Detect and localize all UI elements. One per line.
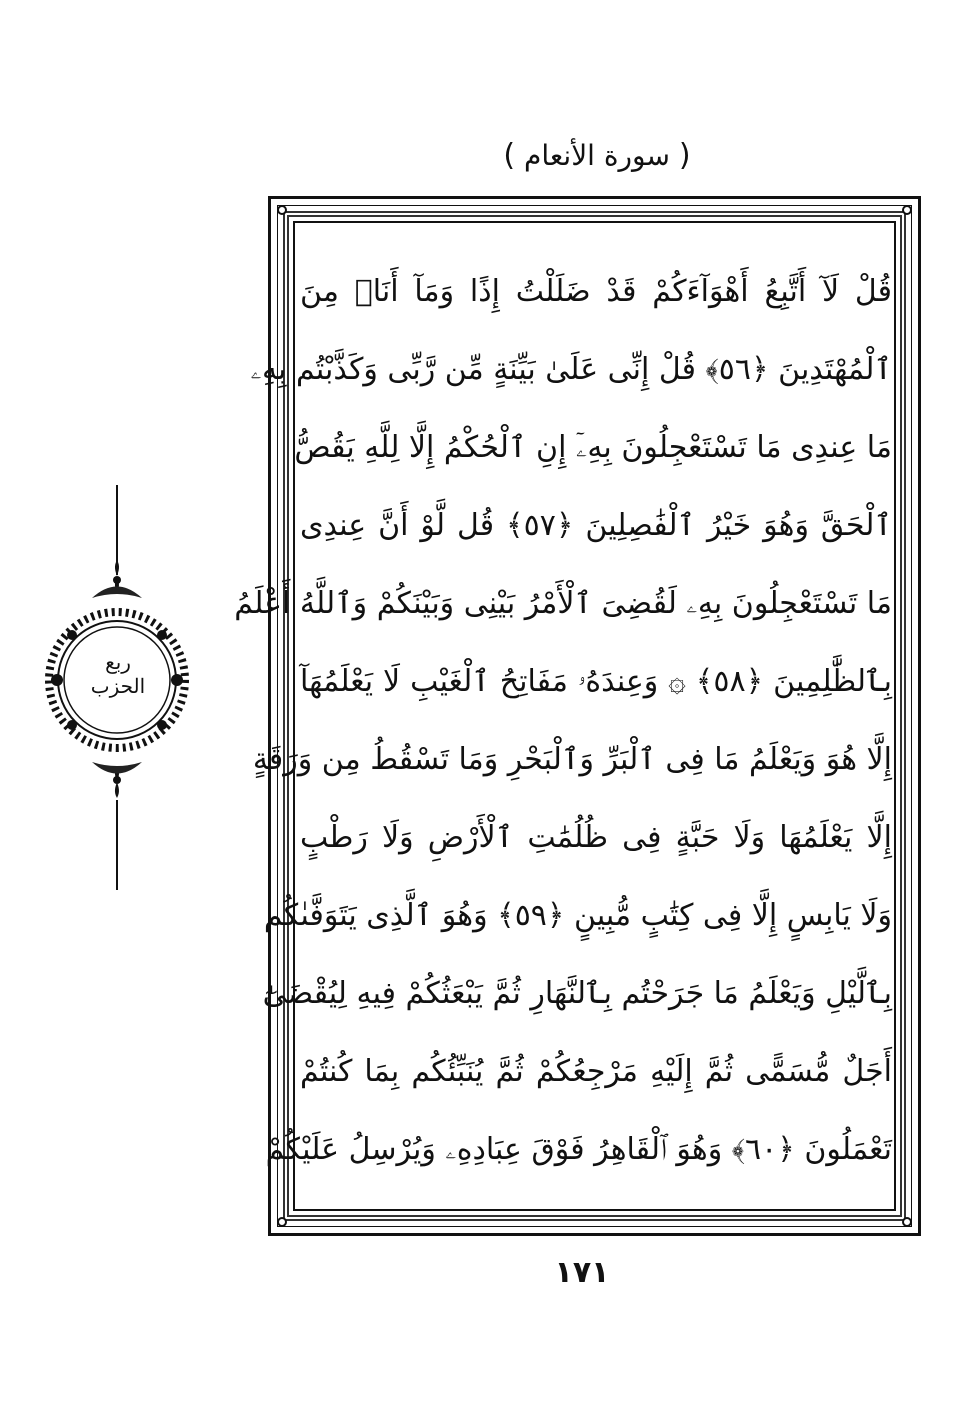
hizb-label-line: ربع: [105, 650, 131, 674]
verse-line: مَا عِندِى مَا تَسْتَعْجِلُونَ بِهِۦٓ إِنِ ٱلْحُكْمُ إِلَّا لِلَّهِ يَقُصُّ: [294, 430, 892, 465]
hizb-label: [68, 650, 168, 698]
verse-line: تَعْمَلُونَ ﴿٦٠﴾ وَهُوَ ٱلْقَاهِرُ فَوْقَ عِبَادِهِۦ وَيُرْسِلُ عَلَيْكُمْ: [265, 1132, 892, 1167]
verse-line: إِلَّا يَعْلَمُهَا وَلَا حَبَّةٍ فِى ظُلُمَٰتِ ٱلْأَرْضِ وَلَا رَطْبٍ: [300, 820, 892, 855]
frame-corner-ornament: [902, 1217, 912, 1227]
frame-corner-ornament: [277, 1217, 287, 1227]
frame-corner-ornament: [902, 205, 912, 215]
header-close-paren: ): [503, 138, 516, 173]
verse-line: ٱلْمُهْتَدِينَ ﴿٥٦﴾ قُلْ إِنِّى عَلَىٰ بَيِّنَةٍ مِّن رَّبِّى وَكَذَّبْتُم بِهِۦ: [250, 352, 892, 387]
verse-line: أَجَلٌ مُّسَمًّى ثُمَّ إِلَيْهِ مَرْجِعُكُمْ ثُمَّ يُنَبِّئُكُم بِمَا كُنتُمْ: [300, 1054, 892, 1089]
frame-corner-ornament: [277, 205, 287, 215]
verse-line: إِلَّا هُوَ وَيَعْلَمُ مَا فِى ٱلْبَرِّ وَٱلْبَحْرِ وَمَا تَسْقُطُ مِن وَرَقَةٍ: [252, 742, 892, 777]
page-number: ١٧١: [554, 1255, 610, 1290]
verse-line: بِٱلَّيْلِ وَيَعْلَمُ مَا جَرَحْتُم بِٱلنَّهَارِ ثُمَّ يَبْعَثُكُمْ فِيهِ لِيُقْضَىٰٓ: [262, 976, 892, 1011]
surah-title: سورة الأنعام: [524, 139, 670, 172]
verse-line: قُلْ لَآ أَتَّبِعُ أَهْوَآءَكُمْ قَدْ ضَلَلْتُ إِذًا وَمَآ أَنَا۠ مِنَ: [300, 274, 892, 309]
verse-line: وَلَا يَابِسٍ إِلَّا فِى كِتَٰبٍ مُّبِينٍ ﴿٥٩﴾ وَهُوَ ٱلَّذِى يَتَوَفَّىٰكُم: [263, 898, 892, 933]
verse-line: بِٱلظَّٰلِمِينَ ﴿٥٨﴾ ۞ وَعِندَهُۥ مَفَاتِحُ ٱلْغَيْبِ لَا يَعْلَمُهَآ: [300, 664, 892, 699]
header-open-paren: (: [678, 138, 691, 173]
verse-line: ٱلْحَقَّ وَهُوَ خَيْرُ ٱلْفَٰصِلِينَ ﴿٥٧﴾ قُل لَّوْ أَنَّ عِندِى: [300, 508, 892, 543]
surah-header: [497, 138, 697, 173]
verse-line: مَا تَسْتَعْجِلُونَ بِهِۦ لَقُضِىَ ٱلْأَمْرُ بَيْنِى وَبَيْنَكُمْ وَٱللَّهُ أَعْلَمُ: [234, 586, 892, 621]
quran-text-block: [234, 255, 892, 1195]
hizb-label-line: الحزب: [90, 674, 146, 698]
